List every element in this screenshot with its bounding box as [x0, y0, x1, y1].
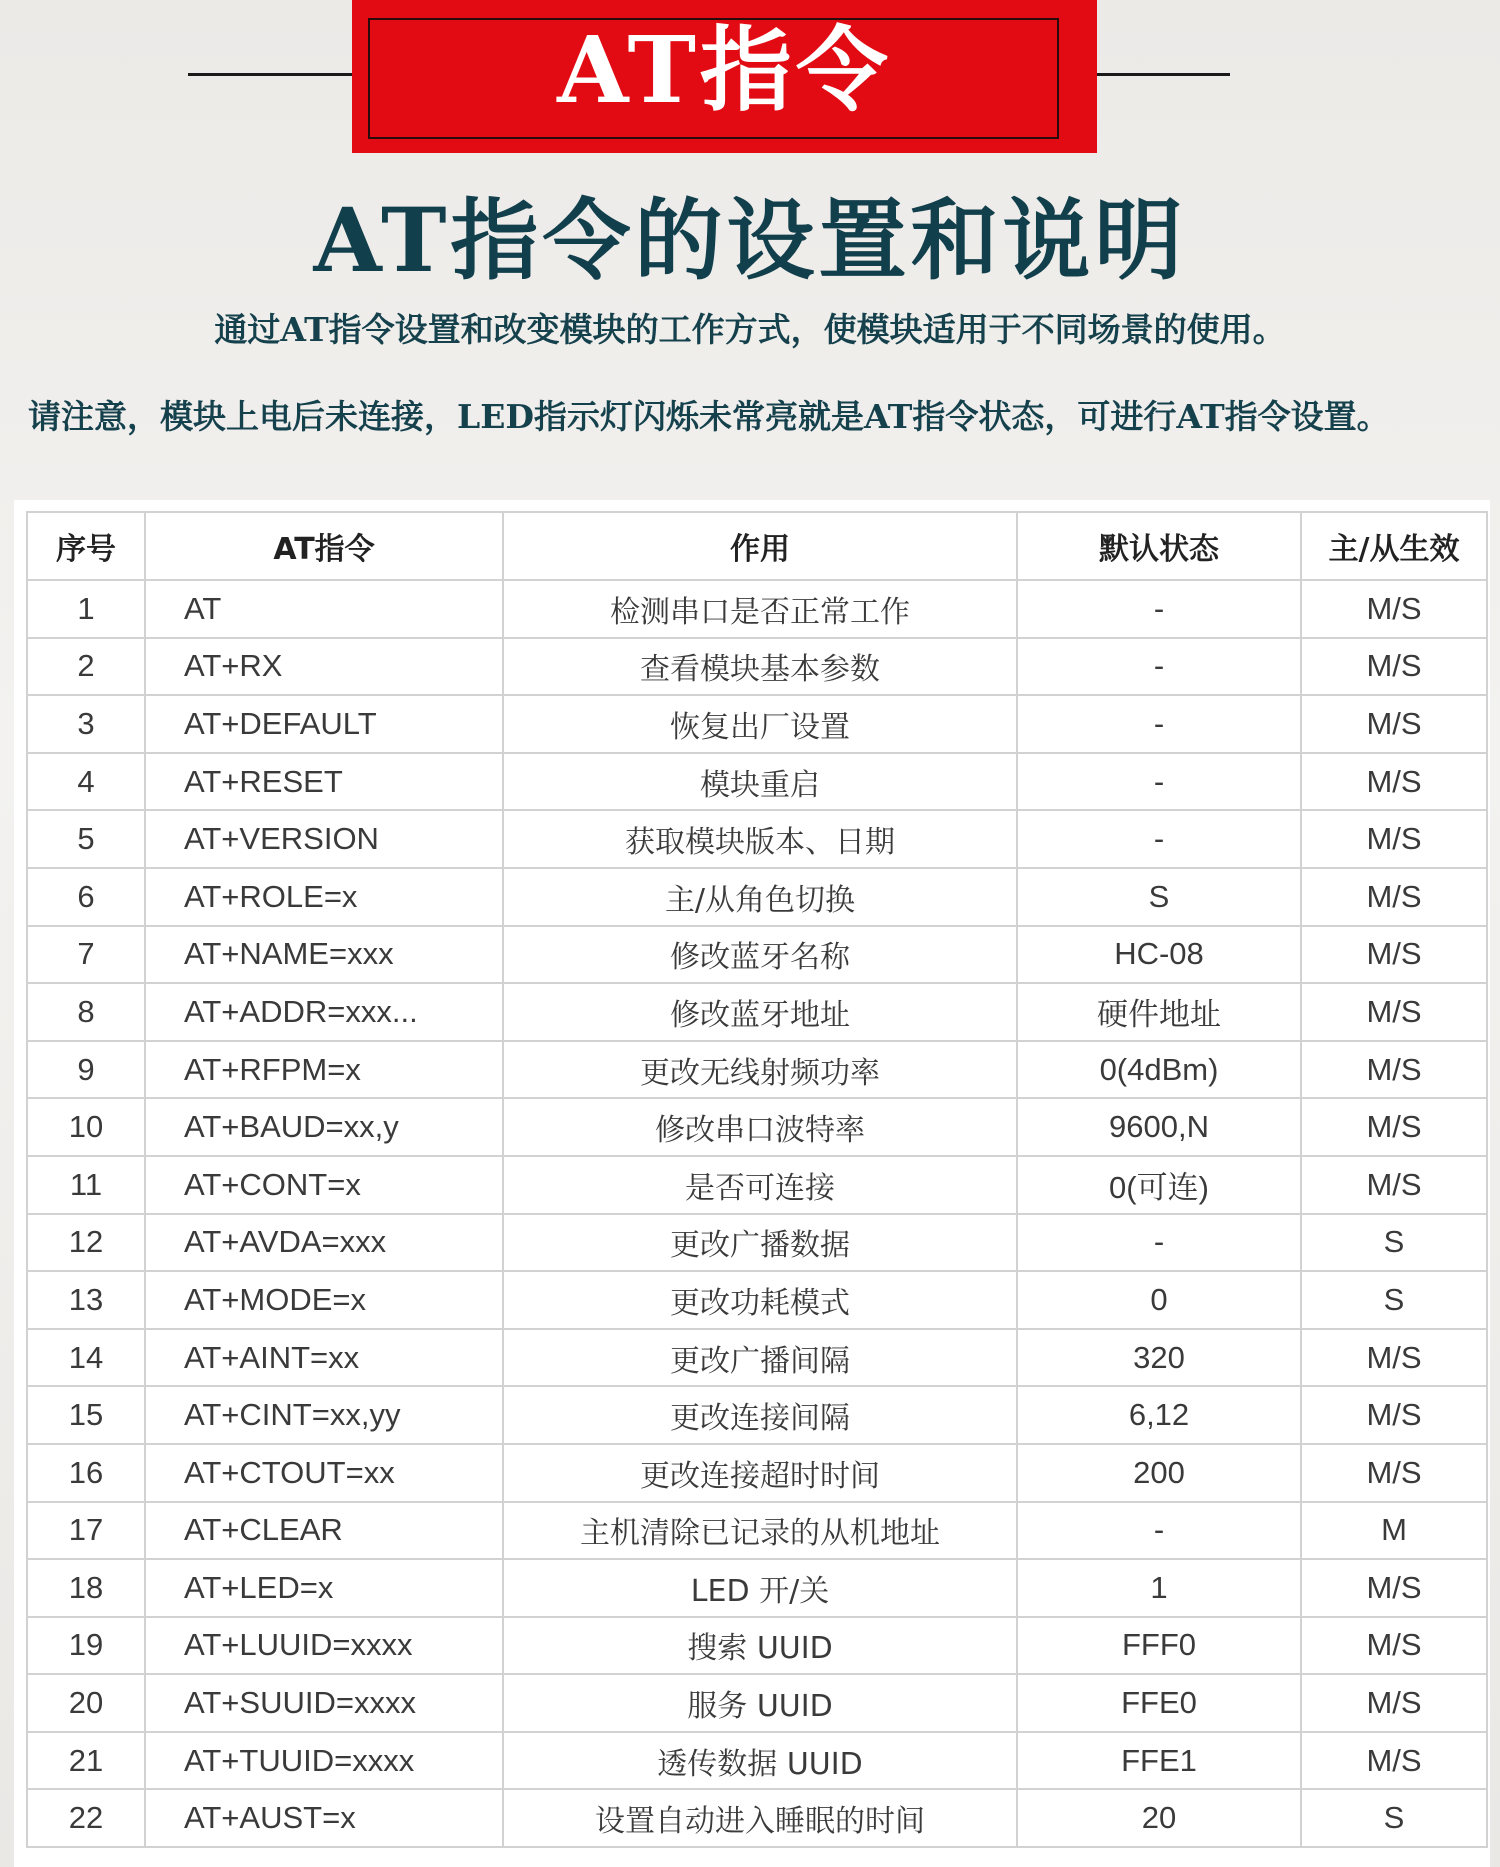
table-row: [27, 1329, 1487, 1387]
table-row: [27, 1732, 1487, 1790]
cell-default-state: 20: [1017, 1789, 1301, 1847]
table-row: [27, 1041, 1487, 1099]
cell-at-command: AT+TUUID=xxxx: [145, 1732, 503, 1790]
table-row: [27, 1674, 1487, 1732]
title-banner: [352, 0, 1097, 153]
table-row: [27, 1559, 1487, 1617]
subtitle-text: 通过AT指令设置和改变模块的工作方式，使模块适用于不同场景的使用。: [214, 310, 1286, 349]
cell-index: 21: [27, 1732, 145, 1790]
cell-function: 修改串口波特率: [503, 1098, 1017, 1156]
cell-function: 检测串口是否正常工作: [503, 580, 1017, 638]
cell-function: 更改无线射频功率: [503, 1041, 1017, 1099]
table-row: [27, 695, 1487, 753]
table-row: [27, 810, 1487, 868]
header-index: 序号: [27, 512, 145, 580]
cell-at-command: AT+CONT=x: [145, 1156, 503, 1214]
cell-at-command: AT+CTOUT=xx: [145, 1444, 503, 1502]
cell-default-state: S: [1017, 868, 1301, 926]
cell-master-slave: M/S: [1301, 868, 1487, 926]
cell-master-slave: M/S: [1301, 1156, 1487, 1214]
cell-at-command: AT+AUST=x: [145, 1789, 503, 1847]
cell-function: 主/从角色切换: [503, 868, 1017, 926]
cell-index: 4: [27, 753, 145, 811]
cell-master-slave: M/S: [1301, 1098, 1487, 1156]
table-row: [27, 868, 1487, 926]
cell-at-command: AT+NAME=xxx: [145, 926, 503, 984]
table-row: [27, 926, 1487, 984]
table-row: [27, 753, 1487, 811]
cell-index: 15: [27, 1386, 145, 1444]
cell-at-command: AT+DEFAULT: [145, 695, 503, 753]
cell-master-slave: M/S: [1301, 1386, 1487, 1444]
cell-function: 恢复出厂设置: [503, 695, 1017, 753]
cell-default-state: FFE1: [1017, 1732, 1301, 1790]
table-row: [27, 1271, 1487, 1329]
page-title: AT指令的设置和说明: [313, 188, 1187, 292]
notice-text: 请注意，模块上电后未连接，LED指示灯闪烁未常亮就是AT指令状态，可进行AT指令设置。: [28, 397, 1390, 436]
table-row: [27, 1617, 1487, 1675]
cell-at-command: AT+LED=x: [145, 1559, 503, 1617]
cell-at-command: AT+RESET: [145, 753, 503, 811]
cell-index: 19: [27, 1617, 145, 1675]
cell-function: 搜索 UUID: [503, 1617, 1017, 1675]
cell-function: 是否可连接: [503, 1156, 1017, 1214]
cell-function: 设置自动进入睡眠的时间: [503, 1789, 1017, 1847]
cell-default-state: 9600,N: [1017, 1098, 1301, 1156]
table-row: [27, 1789, 1487, 1847]
cell-default-state: FFF0: [1017, 1617, 1301, 1675]
cell-function: 模块重启: [503, 753, 1017, 811]
cell-at-command: AT+ADDR=xxx...: [145, 983, 503, 1041]
cell-index: 18: [27, 1559, 145, 1617]
cell-index: 16: [27, 1444, 145, 1502]
header-area: [0, 0, 1500, 500]
cell-function: 修改蓝牙地址: [503, 983, 1017, 1041]
banner-title: AT指令: [557, 16, 892, 124]
cell-default-state: -: [1017, 695, 1301, 753]
cell-default-state: FFE0: [1017, 1674, 1301, 1732]
table-row: [27, 1156, 1487, 1214]
cell-at-command: AT+CLEAR: [145, 1502, 503, 1560]
header-default-state: 默认状态: [1017, 512, 1301, 580]
cell-default-state: HC-08: [1017, 926, 1301, 984]
cell-master-slave: M/S: [1301, 1617, 1487, 1675]
cell-master-slave: M/S: [1301, 926, 1487, 984]
cell-index: 20: [27, 1674, 145, 1732]
cell-function: LED 开/关: [503, 1559, 1017, 1617]
cell-master-slave: M/S: [1301, 1329, 1487, 1387]
cell-function: 更改广播间隔: [503, 1329, 1017, 1387]
cell-index: 2: [27, 638, 145, 696]
cell-master-slave: M/S: [1301, 638, 1487, 696]
cell-index: 13: [27, 1271, 145, 1329]
cell-index: 10: [27, 1098, 145, 1156]
cell-default-state: -: [1017, 753, 1301, 811]
header-function: 作用: [503, 512, 1017, 580]
cell-default-state: 硬件地址: [1017, 983, 1301, 1041]
cell-index: 3: [27, 695, 145, 753]
cell-at-command: AT+AVDA=xxx: [145, 1214, 503, 1272]
table-row: [27, 1098, 1487, 1156]
cell-default-state: -: [1017, 1214, 1301, 1272]
table-row: [27, 638, 1487, 696]
header-master-slave: 主/从生效: [1301, 512, 1487, 580]
cell-index: 22: [27, 1789, 145, 1847]
cell-at-command: AT+CINT=xx,yy: [145, 1386, 503, 1444]
table-row: [27, 580, 1487, 638]
cell-default-state: 1: [1017, 1559, 1301, 1617]
cell-master-slave: M/S: [1301, 1559, 1487, 1617]
cell-index: 5: [27, 810, 145, 868]
cell-function: 透传数据 UUID: [503, 1732, 1017, 1790]
cell-master-slave: S: [1301, 1214, 1487, 1272]
table-row: [27, 1444, 1487, 1502]
cell-master-slave: M/S: [1301, 580, 1487, 638]
cell-at-command: AT+LUUID=xxxx: [145, 1617, 503, 1675]
cell-function: 修改蓝牙名称: [503, 926, 1017, 984]
cell-function: 获取模块版本、日期: [503, 810, 1017, 868]
cell-default-state: 0(4dBm): [1017, 1041, 1301, 1099]
cell-default-state: 200: [1017, 1444, 1301, 1502]
cell-index: 7: [27, 926, 145, 984]
cell-function: 服务 UUID: [503, 1674, 1017, 1732]
cell-at-command: AT+RFPM=x: [145, 1041, 503, 1099]
cell-function: 更改广播数据: [503, 1214, 1017, 1272]
cell-default-state: 6,12: [1017, 1386, 1301, 1444]
table-row: [27, 1502, 1487, 1560]
cell-index: 11: [27, 1156, 145, 1214]
at-command-table: [26, 511, 1488, 1848]
table-row: [27, 1214, 1487, 1272]
cell-at-command: AT+RX: [145, 638, 503, 696]
cell-master-slave: M/S: [1301, 983, 1487, 1041]
cell-master-slave: M/S: [1301, 810, 1487, 868]
table-panel: [14, 500, 1490, 1867]
cell-index: 14: [27, 1329, 145, 1387]
cell-at-command: AT+ROLE=x: [145, 868, 503, 926]
cell-function: 查看模块基本参数: [503, 638, 1017, 696]
cell-master-slave: M/S: [1301, 1444, 1487, 1502]
cell-at-command: AT+VERSION: [145, 810, 503, 868]
cell-at-command: AT+AINT=xx: [145, 1329, 503, 1387]
cell-index: 17: [27, 1502, 145, 1560]
header-at-command: AT指令: [145, 512, 503, 580]
cell-at-command: AT: [145, 580, 503, 638]
cell-default-state: 0: [1017, 1271, 1301, 1329]
cell-master-slave: S: [1301, 1271, 1487, 1329]
cell-master-slave: S: [1301, 1789, 1487, 1847]
cell-master-slave: M: [1301, 1502, 1487, 1560]
cell-default-state: -: [1017, 638, 1301, 696]
table-row: [27, 983, 1487, 1041]
cell-function: 主机清除已记录的从机地址: [503, 1502, 1017, 1560]
cell-index: 12: [27, 1214, 145, 1272]
cell-index: 9: [27, 1041, 145, 1099]
table-row: [27, 1386, 1487, 1444]
table-header-row: [27, 512, 1487, 580]
cell-at-command: AT+MODE=x: [145, 1271, 503, 1329]
cell-default-state: 320: [1017, 1329, 1301, 1387]
cell-function: 更改连接超时时间: [503, 1444, 1017, 1502]
cell-master-slave: M/S: [1301, 695, 1487, 753]
cell-index: 6: [27, 868, 145, 926]
cell-index: 8: [27, 983, 145, 1041]
cell-master-slave: M/S: [1301, 1732, 1487, 1790]
cell-default-state: 0(可连): [1017, 1156, 1301, 1214]
cell-index: 1: [27, 580, 145, 638]
cell-at-command: AT+SUUID=xxxx: [145, 1674, 503, 1732]
cell-master-slave: M/S: [1301, 1041, 1487, 1099]
cell-default-state: -: [1017, 1502, 1301, 1560]
table-body: [27, 580, 1487, 1847]
cell-default-state: -: [1017, 580, 1301, 638]
cell-default-state: -: [1017, 810, 1301, 868]
cell-function: 更改连接间隔: [503, 1386, 1017, 1444]
cell-function: 更改功耗模式: [503, 1271, 1017, 1329]
cell-master-slave: M/S: [1301, 1674, 1487, 1732]
cell-at-command: AT+BAUD=xx,y: [145, 1098, 503, 1156]
cell-master-slave: M/S: [1301, 753, 1487, 811]
